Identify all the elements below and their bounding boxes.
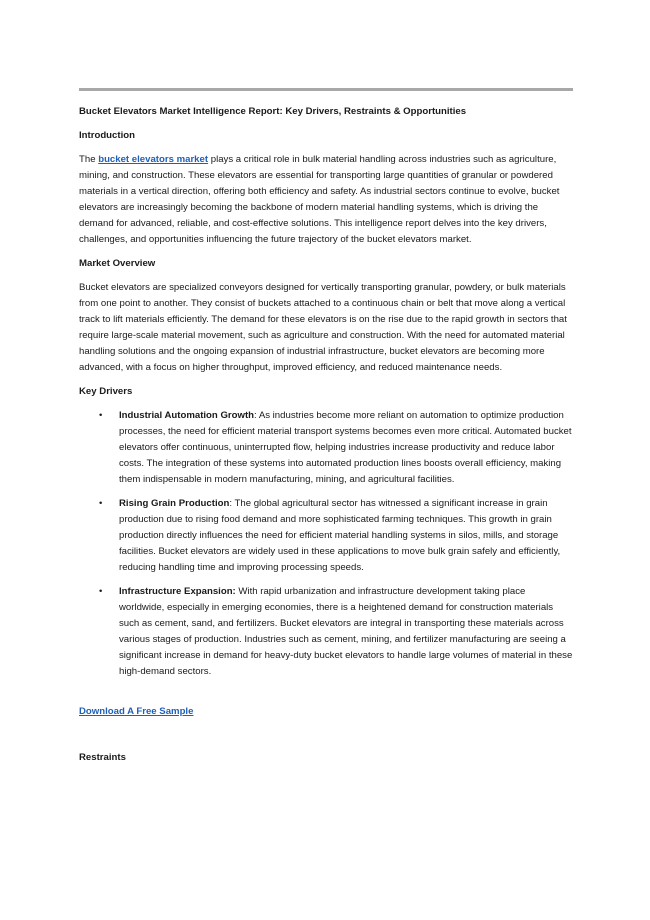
intro-text-after-link: plays a critical role in bulk material handling across industries such as agriculture, mining, and construction. These elevators are essential for transporting large quantities of granular or powdered materials in a vertical direction, offering both efficiency and safety. As industrial sectors continue to evolve, bucket elevators are increasingly becoming the backbone of modern material handling systems, which is driving the demand for advanced, reliable, and cost-effective solutions. This intelligence report delves into the key drivers, challenges, and opportunities influencing the future trajectory of the bucket elevators market.	[79, 154, 560, 245]
market-overview-heading: Market Overview	[79, 258, 156, 269]
bullet-icon: •	[99, 410, 103, 421]
header-rule	[79, 88, 573, 91]
market-overview-paragraph: Bucket elevators are specialized conveyors designed for vertically transporting granular, powdery, or bulk materials from one point to another. They consist of buckets attached to a continuous chain or belt that move along a vertical track to lift materials efficiently. The demand for these elevators is on the rise due to the rapid growth in sectors that require large-scale material movement, such as agriculture and construction. With the need for automated material handling solutions and the ongoing expansion of industrial infrastructure, bucket elevators are becoming more advanced, with a focus on higher throughput, improved efficiency, and reduced maintenance needs.	[79, 282, 567, 373]
list-item	[79, 584, 573, 680]
driver-text: : The global agricultural sector has witnessed a significant increase in grain production due to rising food demand and more sophisticated farming techniques. This growth in grain production directly influences the need for efficient material handling systems in silos, mills, and storage facilities. Bucket elevators are widely used in these applications to move bulk grain safely and efficiently, reducing handling time and improving processing speeds.	[119, 498, 561, 573]
bullet-icon: •	[99, 586, 103, 597]
download-sample-link[interactable]: Download A Free Sample	[79, 706, 194, 717]
driver-text: : As industries become more reliant on automation to optimize production processes, the need for efficient material transport systems becomes even more critical. Automated bucket elevators offer continuous, uninterrupted flow, helping industries increase productivity and reduce labor costs. The integration of these systems into automated production lines boosts overall efficiency, making them indispensable in modern manufacturing, mining, and agricultural facilities.	[119, 410, 572, 485]
key-drivers-heading: Key Drivers	[79, 386, 133, 397]
list-item	[79, 408, 573, 488]
restraints-heading: Restraints	[79, 752, 126, 763]
introduction-heading: Introduction	[79, 130, 135, 141]
bucket-elevators-market-link[interactable]: bucket elevators market	[98, 154, 209, 165]
driver-text: With rapid urbanization and infrastructure development taking place worldwide, especially in emerging economies, there is a heightened demand for construction materials such as cement, sand, and fertilizers. Bucket elevators are integral in transporting these materials across various stages of production. Industries such as cement, mining, and fertilizer manufacturing are seeing a significant increase in demand for heavy-duty bucket elevators to handle large volumes of material in these high-demand sectors.	[119, 586, 573, 677]
introduction-paragraph	[79, 152, 573, 248]
key-drivers-list	[79, 408, 573, 680]
download-paragraph	[79, 704, 573, 720]
driver-term: Industrial Automation Growth	[119, 410, 255, 421]
document-body	[79, 104, 573, 774]
driver-term: Infrastructure Expansion:	[119, 586, 236, 597]
list-item	[79, 496, 573, 576]
bullet-icon: •	[99, 498, 103, 509]
driver-term: Rising Grain Production	[119, 498, 230, 509]
report-title: Bucket Elevators Market Intelligence Report: Key Drivers, Restraints & Opportunities	[79, 106, 467, 117]
intro-text-before-link: The	[79, 154, 99, 165]
